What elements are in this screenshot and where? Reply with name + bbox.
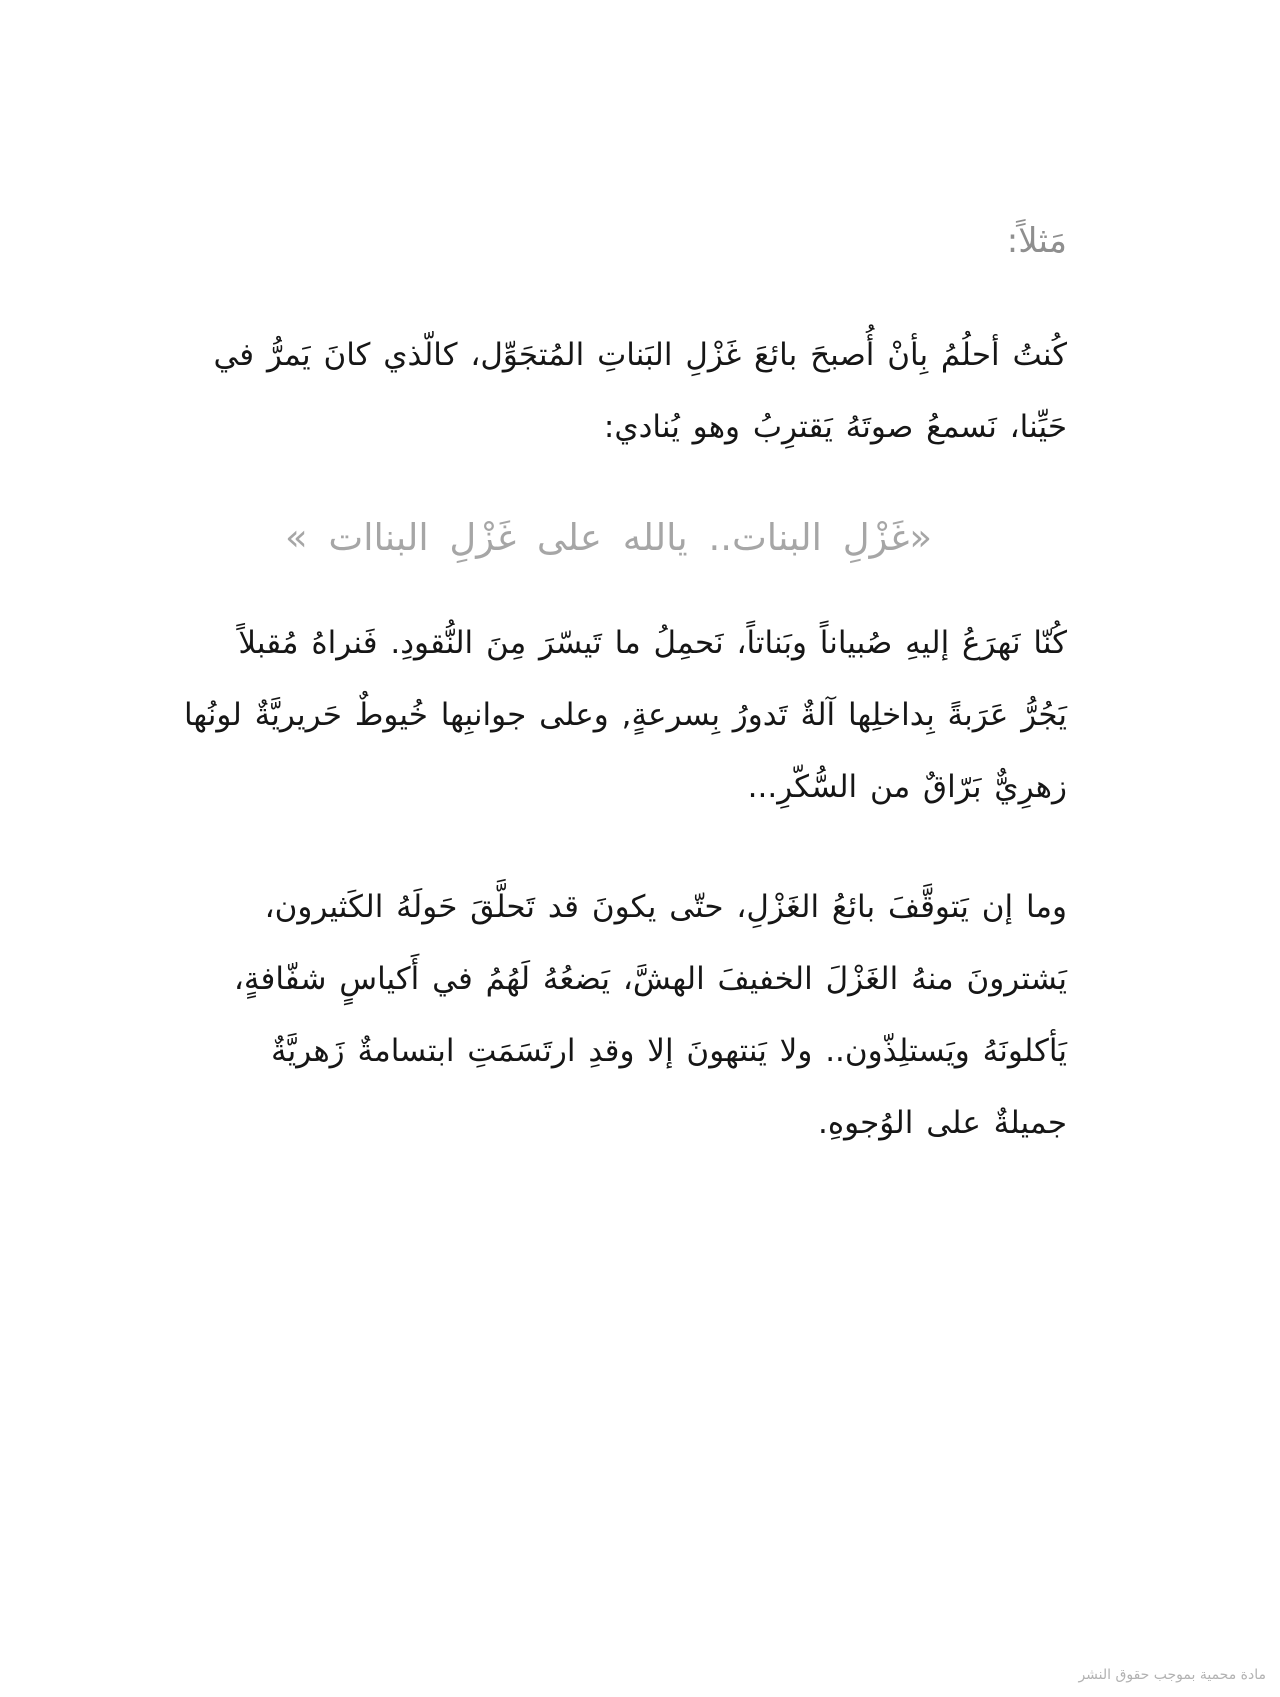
text-line: يَشترونَ منهُ الغَزْلَ الخفيفَ الهشَّ، يَضعُهُ لَهُمُ في أَكياسٍ شفّافةٍ،: [233, 961, 1067, 997]
text-line: حَيِّنا، نَسمعُ صوتَهُ يَقترِبُ وهو يُنادي:: [603, 409, 1067, 445]
text-line: كُنّا نَهرَعُ إليهِ صُبياناً وبَناتاً، نَحمِلُ ما تَيسّرَ مِنَ النُّقودِ. فَنراهُ مُقبلاً: [238, 625, 1067, 661]
text-line: وما إن يَتوقَّفَ بائعُ الغَزْلِ، حتّى يكونَ قد تَحلَّقَ حَولَهُ الكَثيرون،: [264, 889, 1067, 925]
vendor-call-quote: «غَزْلِ البنات.. يالله على غَزْلِ البناات »: [284, 516, 932, 559]
text-line: كُنتُ أحلُمُ بِأنْ أُصبحَ بائعَ غَزْلِ البَناتِ المُتجَوِّل، كالّذي كانَ يَمرُّ في: [213, 337, 1067, 373]
copyright-watermark: مادة محمية بموجب حقوق النشر: [1078, 1667, 1266, 1683]
text-line: يَأكلونَهُ ويَستلِذّون.. ولا يَنتهونَ إلا وقدِ ارتَسَمَتِ ابتسامةٌ زَهريَّةٌ: [270, 1033, 1067, 1069]
text-line: جميلةٌ على الوُجوهِ.: [818, 1105, 1067, 1141]
section-heading: مَثلاً:: [1006, 221, 1067, 261]
paragraph-buyers: [150, 871, 1067, 1159]
paragraph-cart-description: [150, 607, 1067, 823]
text-line: زهرِيٌّ بَرّاقٌ من السُّكّرِ...: [747, 769, 1067, 805]
paragraph-intro: [150, 319, 1067, 463]
text-line: يَجُرُّ عَرَبةً بِداخلِها آلةٌ تَدورُ بِسرعةٍ, وعلى جوانبِها خُيوطٌ حَريريَّةٌ لونُها: [183, 697, 1067, 733]
